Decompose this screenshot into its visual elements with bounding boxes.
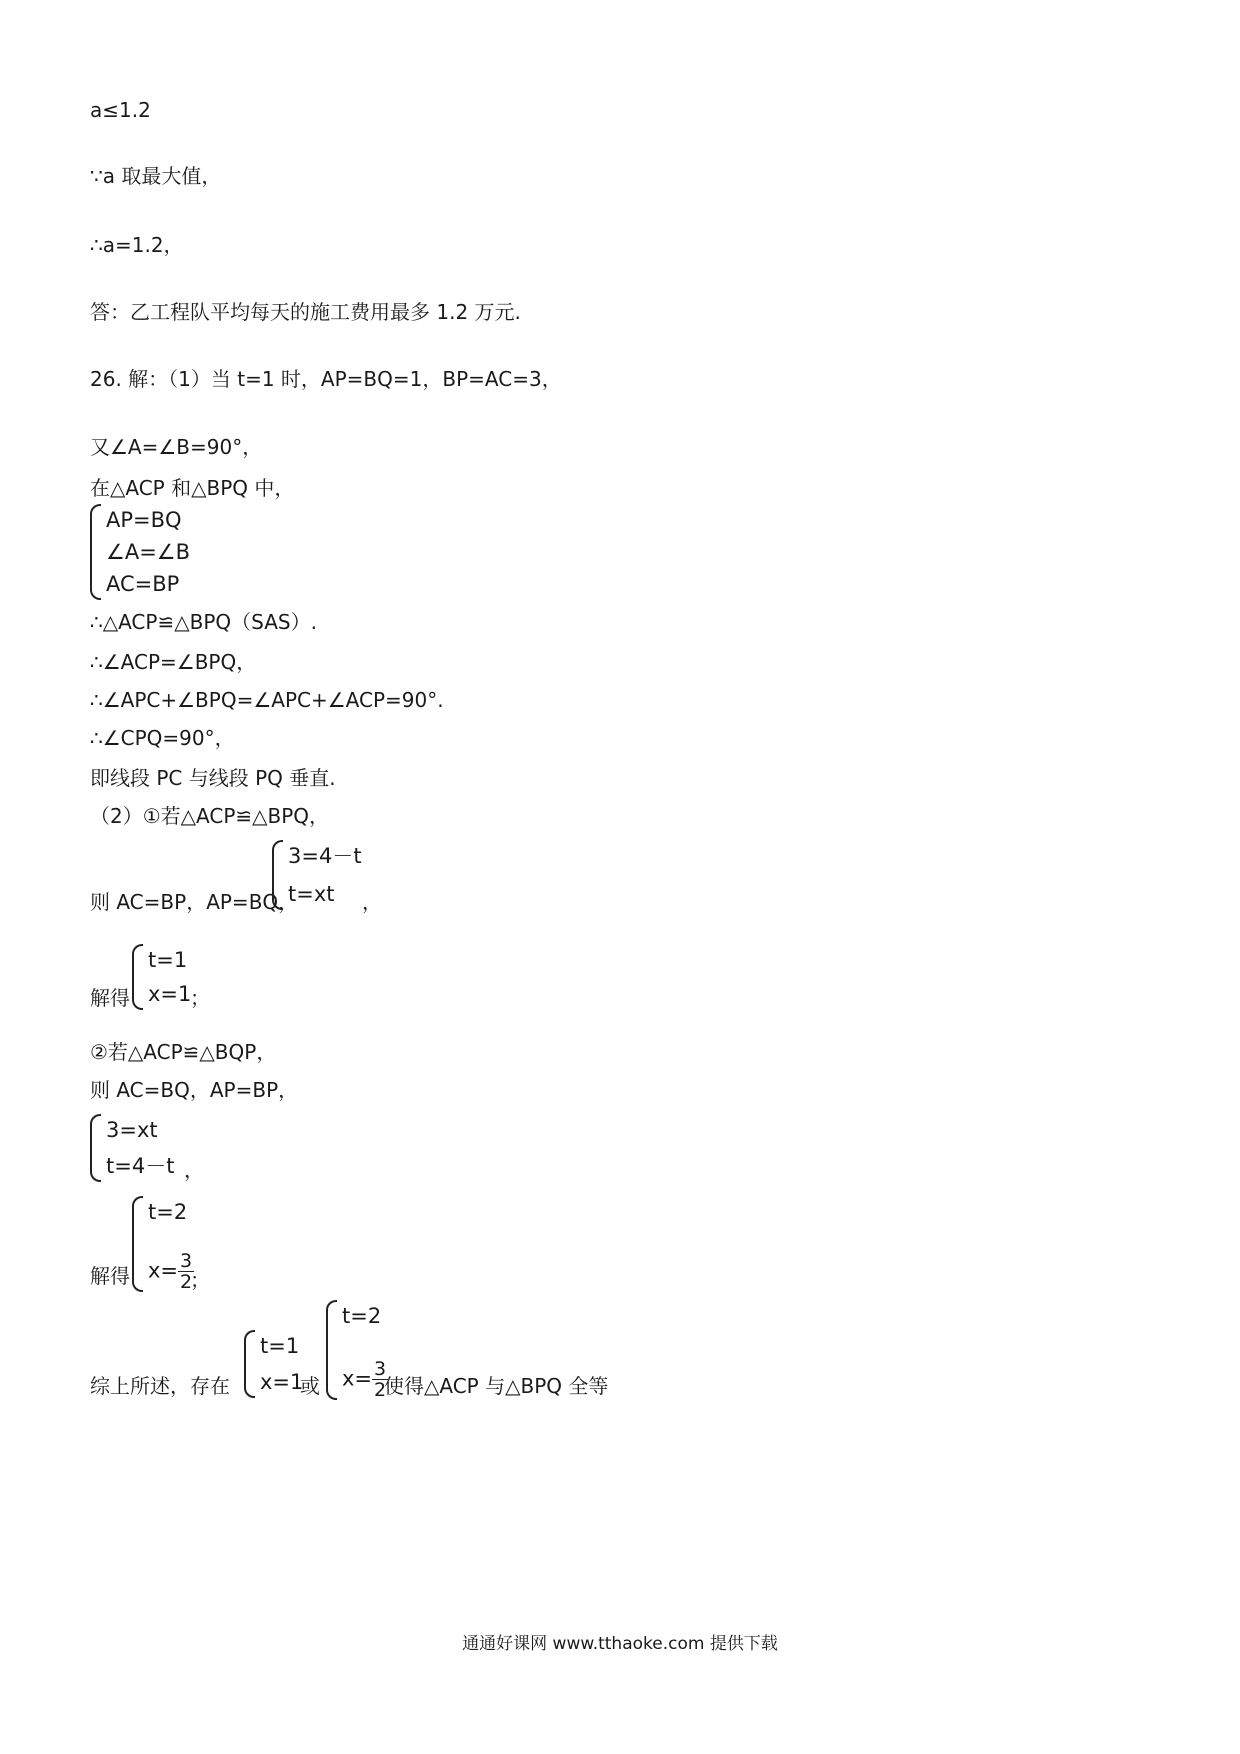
brace-icon bbox=[90, 1114, 101, 1182]
punctuation: ， bbox=[184, 1158, 204, 1182]
text-line: ∵a 取最大值， bbox=[90, 164, 222, 188]
equation-row: t=4－t bbox=[106, 1154, 175, 1178]
text-line: ∴∠CPQ=90°， bbox=[90, 726, 235, 750]
equation-row bbox=[148, 1251, 194, 1292]
equation-system bbox=[132, 944, 191, 1010]
page-footer: 通通好课网 www.tthaoke.com 提供下载 bbox=[462, 1634, 778, 1654]
denominator: 2 bbox=[374, 1379, 387, 1401]
conjunction: 或 bbox=[300, 1374, 320, 1398]
text-line: ②若△ACP≌△BQP， bbox=[90, 1040, 277, 1064]
text-line: 26. 解：（1）当 t=1 时，AP=BQ=1，BP=AC=3， bbox=[90, 367, 562, 391]
equation-system bbox=[90, 1114, 174, 1182]
punctuation: ， bbox=[362, 890, 382, 914]
text-line: 即线段 PC 与线段 PQ 垂直. bbox=[90, 766, 336, 790]
numerator: 3 bbox=[180, 1250, 193, 1272]
text-line: 在△ACP 和△BPQ 中， bbox=[90, 476, 295, 500]
equation-row: t=1 bbox=[148, 948, 188, 972]
text-line: 则 AC=BP，AP=BQ， bbox=[90, 890, 299, 914]
text-line: 解得 bbox=[90, 986, 130, 1010]
equation-row bbox=[342, 1359, 388, 1400]
equation-row: 3=4－t bbox=[288, 844, 362, 868]
equation-row: t=2 bbox=[342, 1304, 382, 1328]
text-line: a≤1.2 bbox=[90, 98, 151, 122]
equation-row: ∠A=∠B bbox=[106, 540, 191, 564]
variable-label: x= bbox=[148, 1258, 179, 1283]
text-line: 使得△ACP 与△BPQ 全等 bbox=[384, 1374, 609, 1398]
denominator: 2 bbox=[180, 1271, 193, 1293]
punctuation: ； bbox=[190, 1268, 210, 1292]
brace-icon bbox=[132, 1196, 143, 1292]
equation-system bbox=[90, 504, 190, 600]
brace-icon bbox=[326, 1300, 337, 1400]
brace-icon bbox=[244, 1330, 255, 1398]
text-line: ∴∠ACP=∠BPQ， bbox=[90, 650, 257, 674]
equation-system bbox=[326, 1300, 388, 1400]
text-line: 答：乙工程队平均每天的施工费用最多 1.2 万元. bbox=[90, 300, 521, 324]
equation-row: AP=BQ bbox=[106, 508, 182, 532]
equation-row: AC=BP bbox=[106, 572, 180, 596]
text-line: ∴a=1.2， bbox=[90, 233, 184, 257]
equation-system bbox=[272, 840, 362, 910]
equation-system bbox=[132, 1196, 194, 1292]
text-line: 则 AC=BQ，AP=BP， bbox=[90, 1078, 299, 1102]
equation-row: x=1 bbox=[260, 1370, 304, 1394]
text-line: （2）①若△ACP≌△BPQ， bbox=[90, 804, 330, 828]
brace-icon bbox=[272, 840, 283, 910]
numerator: 3 bbox=[374, 1358, 387, 1380]
brace-icon bbox=[132, 944, 143, 1010]
text-line: 综上所述，存在 bbox=[90, 1374, 230, 1398]
equation-row: 3=xt bbox=[106, 1118, 158, 1142]
text-line: 解得 bbox=[90, 1264, 130, 1288]
equation-row: t=xt bbox=[288, 882, 335, 906]
equation-row: t=1 bbox=[260, 1334, 300, 1358]
text-line: 又∠A=∠B=90°， bbox=[90, 435, 263, 459]
variable-label: x= bbox=[342, 1366, 373, 1391]
text-line: ∴∠APC+∠BPQ=∠APC+∠ACP=90°. bbox=[90, 688, 444, 712]
equation-system bbox=[244, 1330, 303, 1398]
equation-row: x=1 bbox=[148, 982, 192, 1006]
brace-icon bbox=[90, 504, 101, 600]
equation-row: t=2 bbox=[148, 1200, 188, 1224]
punctuation: ； bbox=[190, 986, 210, 1010]
text-line: ∴△ACP≌△BPQ（SAS）. bbox=[90, 610, 317, 634]
